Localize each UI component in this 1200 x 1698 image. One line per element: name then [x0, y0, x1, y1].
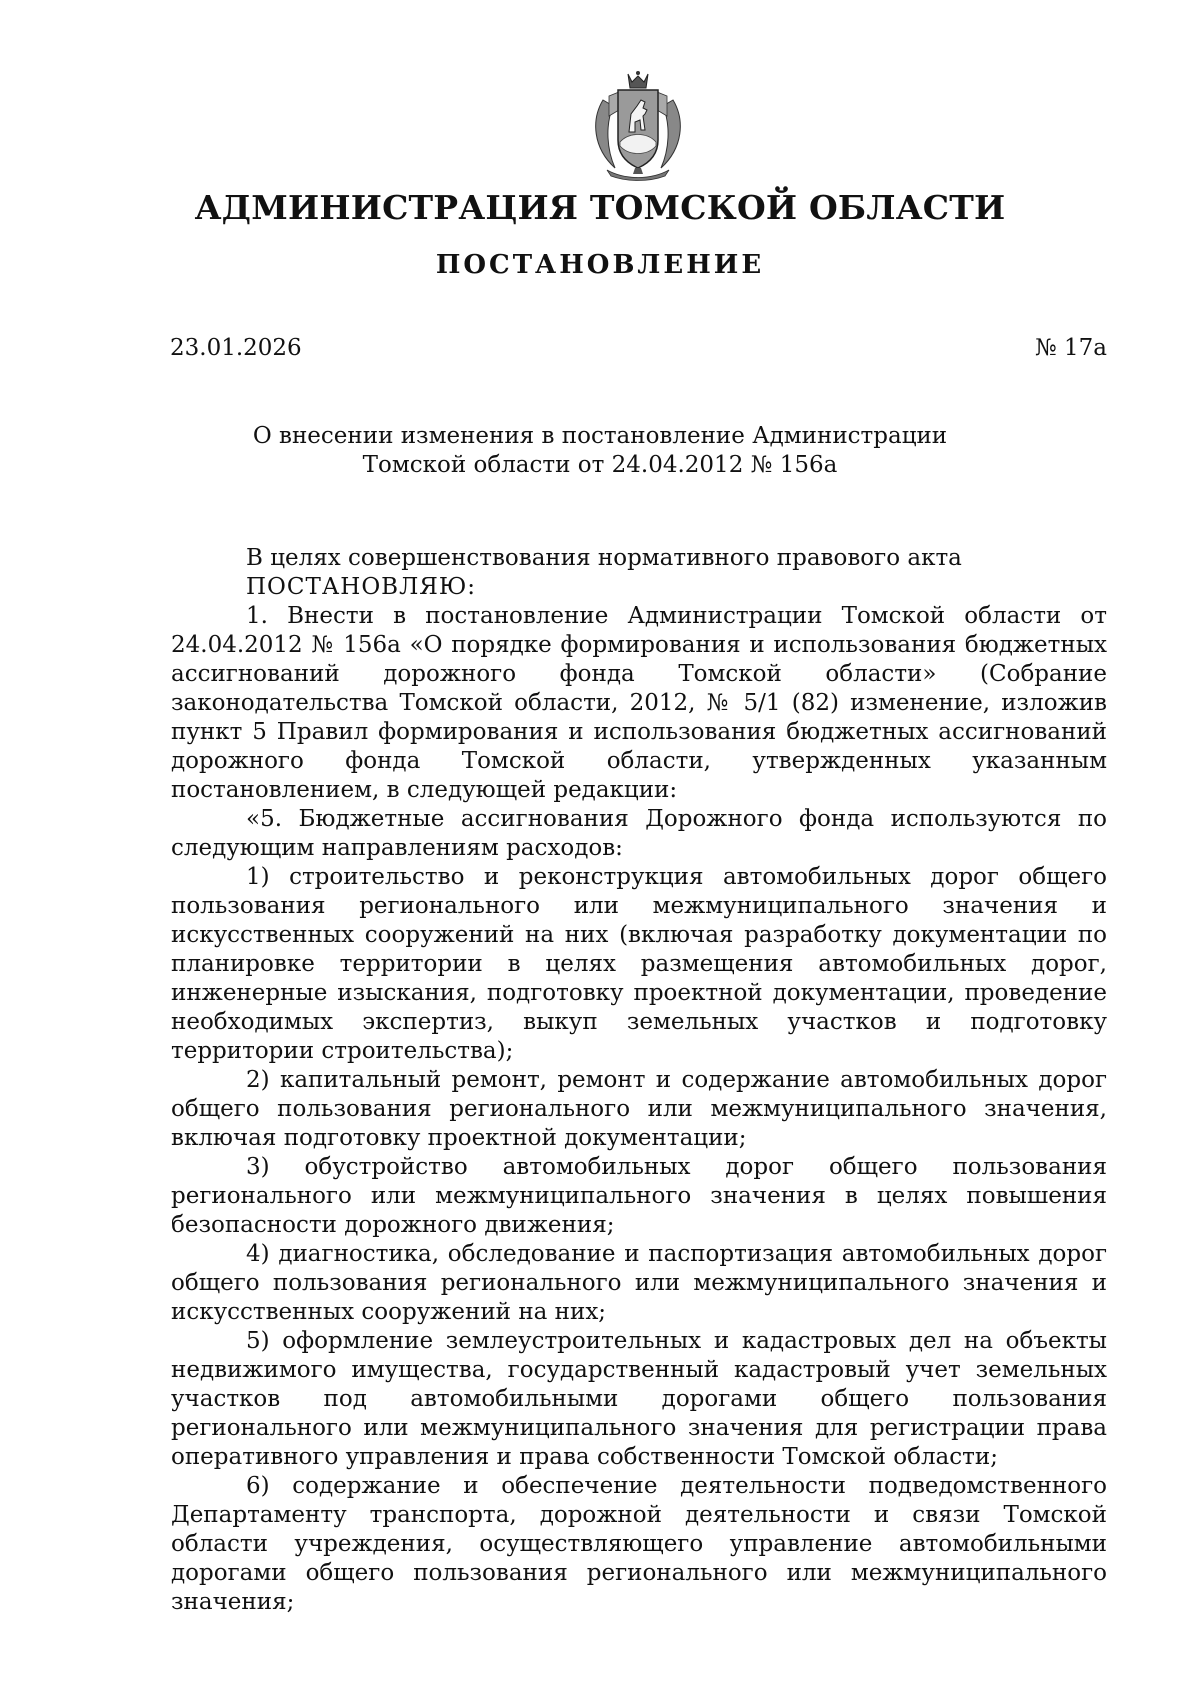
document-subject — [0, 422, 1200, 480]
document-type-heading: ПОСТАНОВЛЕНИЕ — [435, 250, 765, 280]
decree-word: ПОСТАНОВЛЯЮ: — [246, 574, 477, 600]
paragraph-item-1: 1. Внести в постановление Администрации Томской области от 24.04.2012 № 156а «О порядке формирования и использования бюджетных ассигнований дорожного фонда Томской области» (Собрание законодательства Томской области, 2012, № 5/1 (82) изменение, изложив пункт 5 Правил формирования и использования бюджетных ассигнований дорожного фонда Томской области, утвержденных указанным постановлением, в следующей редакции: — [171, 603, 1107, 803]
paragraph-subitem-6: 6) содержание и обеспечение деятельности подведомственного Департаменту транспорта, дорожной деятельности и связи Томской области учреждения, осуществляющего управление автомобильными дорогами общего пользования регионального или межмуниципального значения; — [171, 1473, 1107, 1615]
document-body — [171, 544, 1107, 1617]
paragraph-subitem-5: 5) оформление землеустроительных и кадастровых дел на объекты недвижимого имущества, государственный кадастровый учет земельных участков под автомобильными дорогами общего пользования регионального или межмуниципального значения для регистрации права оперативного управления и права собственности Томской области; — [171, 1328, 1107, 1470]
subject-line-2: Томской области от 24.04.2012 № 156а — [362, 452, 838, 478]
paragraph-subitem-2: 2) капитальный ремонт, ремонт и содержание автомобильных дорог общего пользования регионального или межмуниципального значения, включая подготовку проектной документации; — [171, 1067, 1107, 1151]
paragraph-subitem-4: 4) диагностика, обследование и паспортизация автомобильных дорог общего пользования регионального или межмуниципального значения и искусственных сооружений на них; — [171, 1241, 1107, 1325]
paragraph-subitem-1: 1) строительство и реконструкция автомобильных дорог общего пользования регионального или межмуниципального значения и искусственных сооружений на них (включая разработку документации по планировке территории в целях размещения автомобильных дорог, инженерные изыскания, подготовку проектной документации, проведение необходимых экспертиз, выкуп земельных участков и подготовку территории строительства); — [171, 864, 1107, 1064]
paragraph-subitem-3: 3) обустройство автомобильных дорог общего пользования регионального или межмуниципального значения в целях повышения безопасности дорожного движения; — [171, 1154, 1107, 1238]
paragraph-clause-5: «5. Бюджетные ассигнования Дорожного фонда используются по следующим направлениям расходов: — [171, 806, 1107, 861]
subject-line-1: О внесении изменения в постановление Администрации — [252, 423, 948, 449]
organization-title: АДМИНИСТРАЦИЯ ТОМСКОЙ ОБЛАСТИ — [194, 188, 1006, 227]
tomsk-region-coat-of-arms-icon — [585, 70, 691, 182]
document-number: № 17а — [1034, 335, 1107, 361]
document-date: 23.01.2026 — [170, 335, 302, 361]
preamble: В целях совершенствования нормативного правового акта — [246, 545, 962, 571]
